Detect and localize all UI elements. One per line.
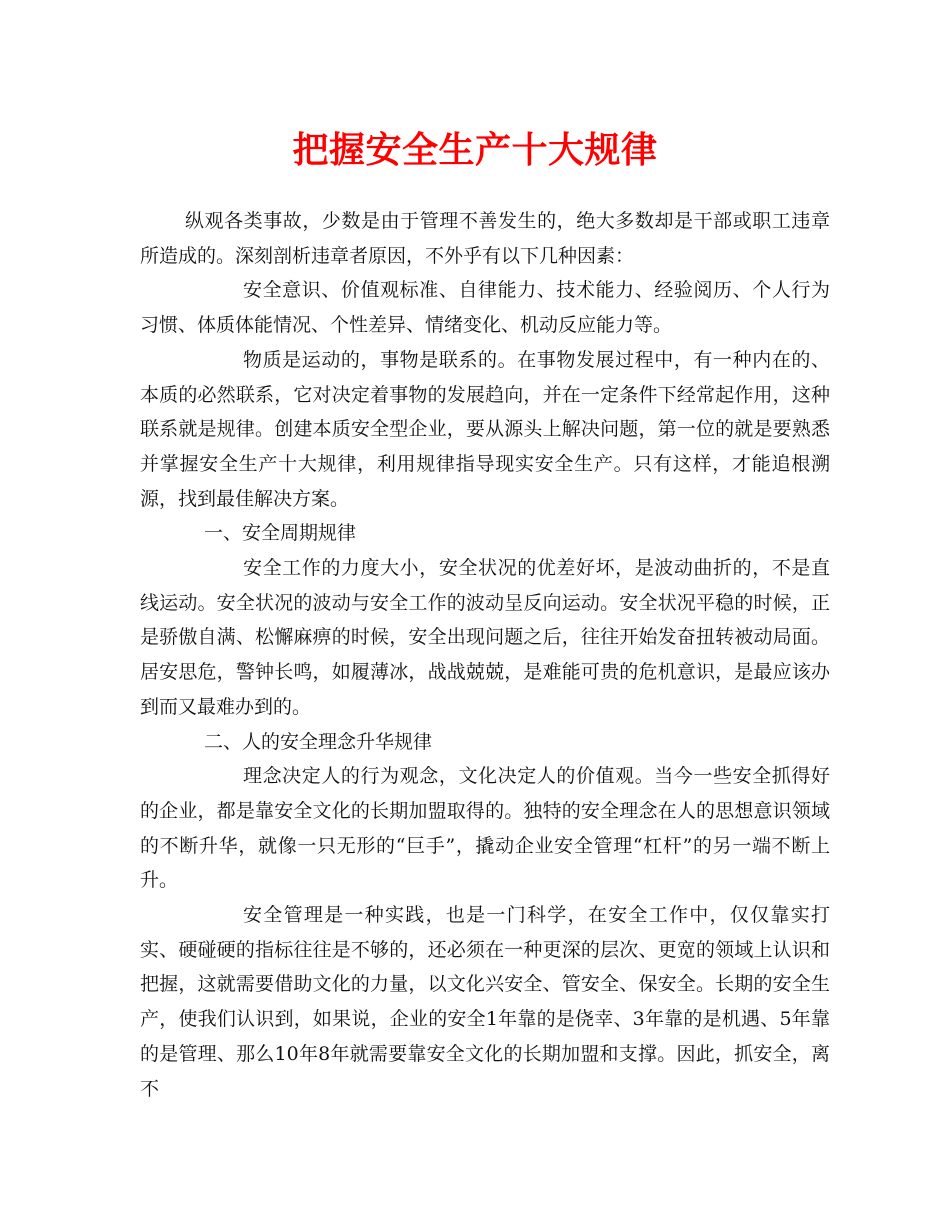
document-title: 把握安全生产十大规律 [292, 129, 658, 171]
document-body [140, 204, 830, 1106]
paragraph-section-1: 安全工作的力度大小，安全状况的优差好坏，是波动曲折的，不是直线运动。安全状况的波动与安全工作的波动呈反向运动。安全状况平稳的时候，正是骄傲自满、松懈麻痹的时候，安全出现问题之后，往往开始发奋扭转被动局面。居安思危，警钟长鸣，如履薄冰，战战兢兢，是难能可贵的危机意识，是最应该办到而又最难办到的。 [140, 557, 830, 718]
paragraph-factors: 安全意识、价值观标准、自律能力、技术能力、经验阅历、个人行为习惯、体质体能情况、个性差异、情绪变化、机动反应能力等。 [140, 279, 830, 337]
paragraph-intro: 纵观各类事故，少数是由于管理不善发生的，绝大多数却是干部或职工违章所造成的。深刻剖析违章者原因，不外乎有以下几种因素： [140, 210, 830, 267]
section-heading-1: 一、安全周期规律 [204, 522, 357, 545]
paragraph-section-2b: 安全管理是一种实践，也是一门科学，在安全工作中，仅仅靠实打实、硬碰硬的指标往往是不够的，还必须在一种更深的层次、更宽的领域上认识和把握，这就需要借助文化的力量，以文化兴安全、管安全、保安全。长期的安全生产，使我们认识到，如果说，企业的安全1年靠的是侥幸、3年靠的是机遇、5年靠的是管理、那么10年8年就需要靠安全文化的长期加盟和支撑。因此，抓安全，离不 [140, 904, 830, 1100]
section-heading-2: 二、人的安全理念升华规律 [204, 730, 433, 753]
paragraph-section-2a: 理念决定人的行为观念，文化决定人的价值观。当今一些安全抓得好的企业，都是靠安全文化的长期加盟取得的。独特的安全理念在人的思想意识领域的不断升华，就像一只无形的“巨手”，撬动企业安全管理“杠杆”的另一端不断上升。 [140, 765, 830, 892]
paragraph-principle: 物质是运动的，事物是联系的。在事物发展过程中，有一种内在的、本质的必然联系，它对决定着事物的发展趋向，并在一定条件下经常起作用，这种联系就是规律。创建本质安全型企业，要从源头上解决问题，第一位的就是要熟悉并掌握安全生产十大规律，利用规律指导现实安全生产。只有这样，才能追根溯源，找到最佳解决方案。 [140, 348, 830, 510]
